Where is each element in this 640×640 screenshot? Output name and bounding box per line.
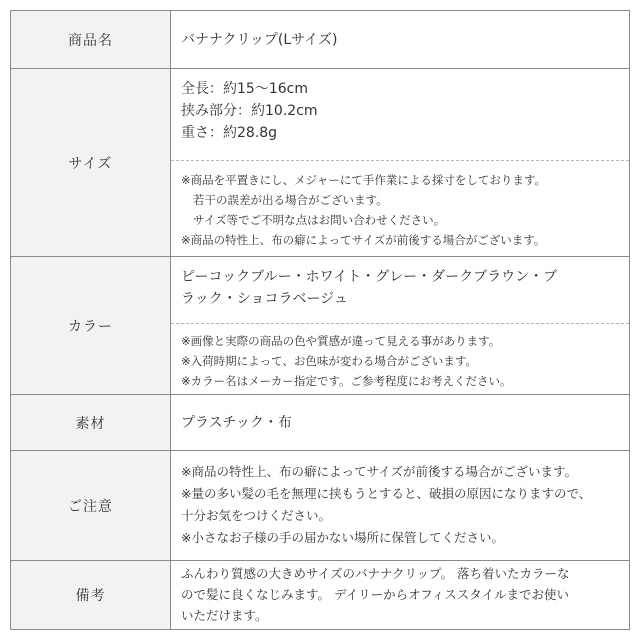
- remarks-line: ふんわり質感の大きめサイズのバナナクリップ。 落ち着いたカラーな: [181, 566, 570, 581]
- row-remarks: [11, 561, 629, 629]
- caution-line: ※小さなお子様の手の届かない場所に保管してください。: [181, 530, 504, 545]
- remarks-line: ので髪に良くなじみます。 デイリーからオフィススタイルまでお使い: [181, 587, 569, 602]
- caution-notes: [171, 461, 629, 549]
- label-product-name: 商品名: [11, 11, 171, 68]
- color-note: ※画像と実際の商品の色や質感が違って見える事があります。: [181, 334, 501, 348]
- caution-line: ※商品の特性上、布の癖によってサイズが前後する場合がございます。: [181, 464, 577, 479]
- size-clip-part: 挟み部分：約10.2cm: [181, 103, 318, 119]
- row-product-name: [11, 11, 629, 69]
- row-material: [11, 395, 629, 451]
- label-material: 素材: [11, 395, 171, 450]
- product-name-text: バナナクリップ(Lサイズ): [181, 32, 338, 48]
- size-notes: [171, 170, 629, 250]
- label-size: サイズ: [11, 69, 171, 256]
- value-material: [171, 412, 629, 434]
- size-length: 全長：約15〜16cm: [181, 81, 308, 97]
- size-measurements: [171, 78, 629, 144]
- row-caution: [11, 451, 629, 561]
- size-note: ※商品の特性上、布の癖によってサイズが前後する場合がございます。: [181, 233, 546, 247]
- color-list-line: ピーコックブルー・ホワイト・グレー・ダークブラウン・ブ: [181, 269, 558, 285]
- remarks-text: [171, 563, 629, 626]
- row-color: [11, 257, 629, 395]
- remarks-line: いただけます。: [181, 608, 268, 623]
- color-list-line: ラック・ショコラベージュ: [181, 291, 348, 307]
- material-text: プラスチック・布: [181, 415, 292, 431]
- color-notes: [171, 331, 629, 391]
- size-weight: 重さ：約28.8g: [181, 125, 278, 141]
- size-note: サイズ等でご不明な点はお問い合わせください。: [193, 213, 446, 227]
- row-size: [11, 69, 629, 257]
- color-note: ※カラー名はメーカー指定です。ご参考程度にお考えください。: [181, 374, 512, 388]
- spec-table: [10, 10, 630, 630]
- size-note: 若干の誤差が出る場合がございます。: [193, 193, 388, 207]
- caution-line: 十分お気をつけください。: [181, 508, 332, 523]
- label-caution: ご注意: [11, 451, 171, 560]
- color-divider: [171, 323, 629, 324]
- label-color: カラー: [11, 257, 171, 394]
- size-divider: [171, 160, 629, 161]
- size-note: ※商品を平置きにし、メジャーにて手作業による採寸をしております。: [181, 173, 546, 187]
- label-remarks: 備考: [11, 561, 171, 629]
- caution-line: ※量の多い髪の毛を無理に挟もうとすると、破損の原因になりますので、: [181, 486, 592, 501]
- color-note: ※入荷時期によって、お色味が変わる場合がございます。: [181, 354, 477, 368]
- color-list: [171, 266, 629, 310]
- value-product-name: [171, 29, 629, 51]
